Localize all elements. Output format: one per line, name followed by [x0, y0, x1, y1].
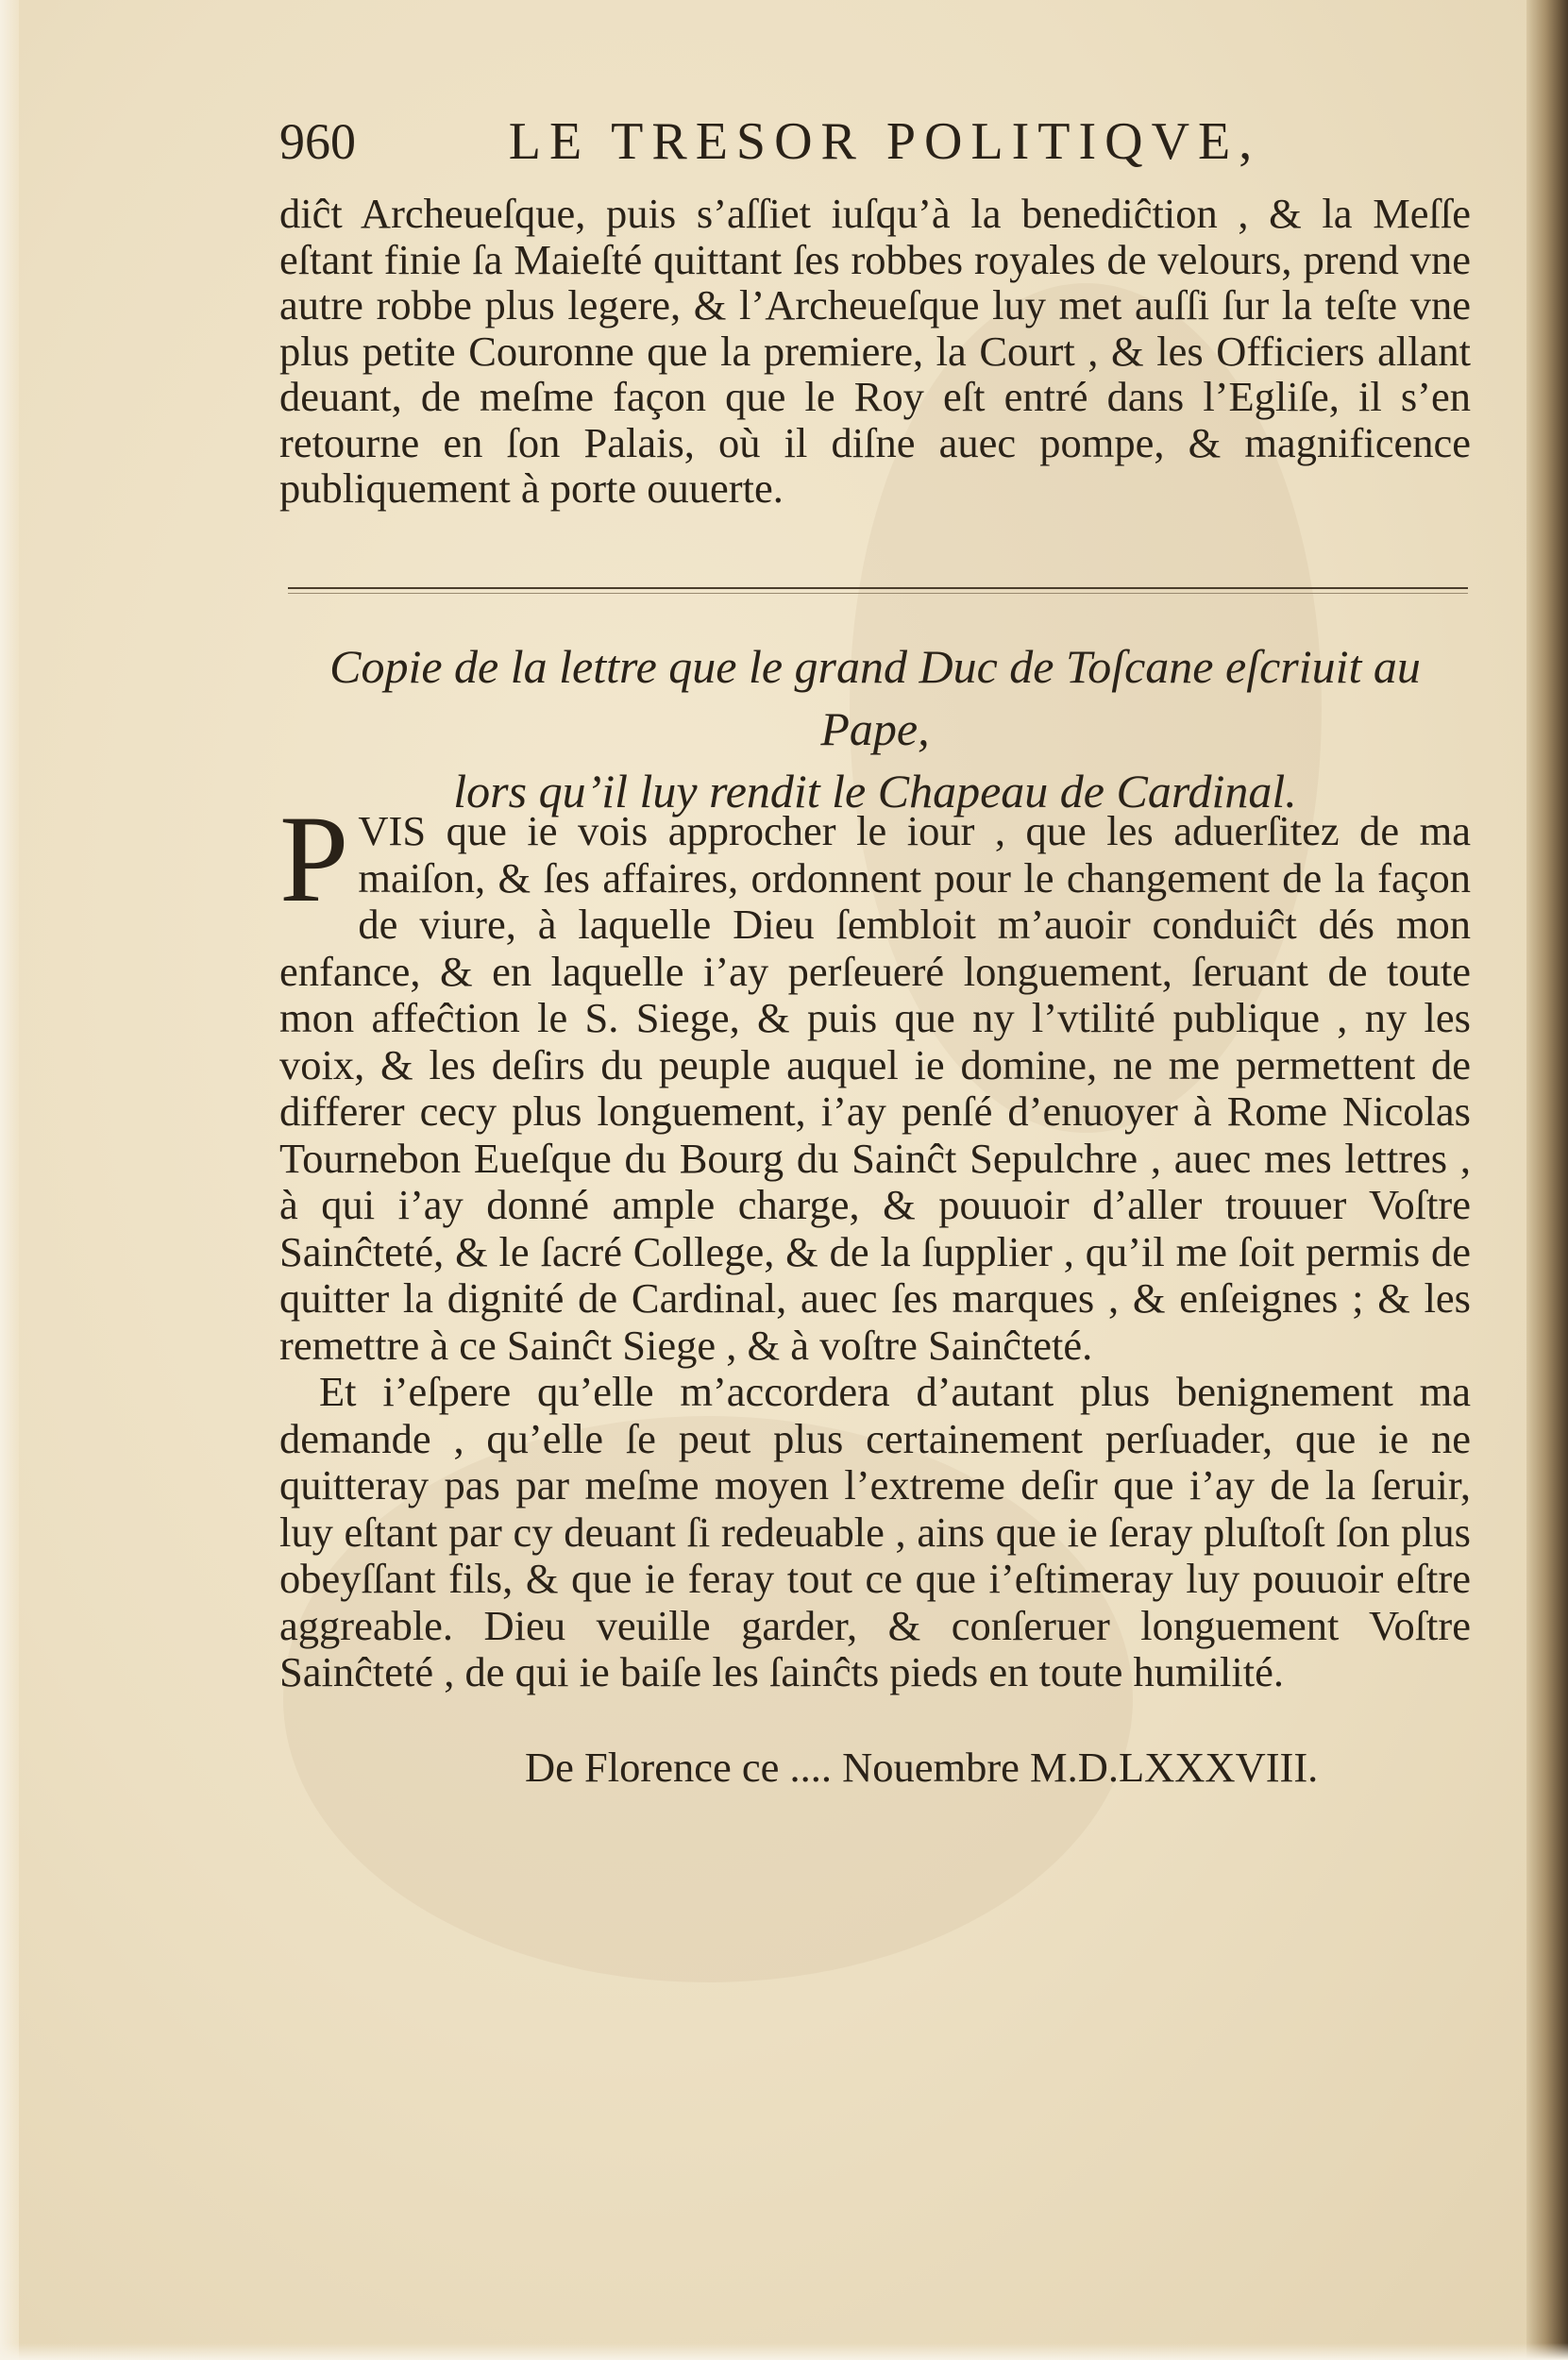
section-divider [288, 587, 1468, 589]
page-header [279, 111, 1471, 177]
continuation-paragraph: diĉt Archeueſque, puis s’aſſiet iuſqu’à la benediĉtion , & la Meſſe eſtant finie ſa Maieſté quittant ſes robbes royales de velours, prend vne autre robbe plus legere, & l’Archeueſque luy met auſſi ſur la teſte vne plus petite Couronne que la premiere, la Court , & les Officiers allant deuant, de meſme façon que le Roy eſt entré dans l’Egliſe, il s’en retourne en ſon Palais, où il diſne auec pompe, & magnificence publiquement à porte ouuerte. [279, 190, 1471, 512]
running-title: LE TRESOR POLITIQVE, [508, 112, 1261, 171]
section-title-line-2: lors qu’il luy rendit le Chapeau de Cardinal. [453, 765, 1297, 818]
page-bottom-edge [0, 2343, 1568, 2360]
drop-cap: P [279, 789, 349, 928]
book-spine-edge [1526, 0, 1568, 2360]
page-number: 960 [279, 113, 356, 170]
section-divider-thin [288, 593, 1468, 594]
letter-paragraph-2: Et i’eſpere qu’elle m’accordera d’autant plus benignement ma demande , qu’elle ſe peut plus certainement perſuader, que ie ne quitteray pas par meſme moyen l’extreme deſir que i’ay de la ſeruir, luy eſtant par cy deuant ſi redeuable , ains que ie ſeray pluſtoſt ſon plus obeyſſant fils, & que ie feray tout ce que i’eſtimeray luy pouuoir eſtre aggreable. Dieu veuille garder, & conſeruer longuement Voſtre Sainĉteté , de qui ie baiſe les ſainĉts pieds en toute humilité. [279, 1368, 1471, 1695]
page-left-margin [0, 0, 19, 2360]
continuation-paragraph-block [279, 191, 1471, 512]
letter-paragraph-1-text: VIS que ie vois approcher le iour , que les aduerſitez de ma maiſon, & ſes affaires, ordonnent pour le changement de la façon de viure, à laquelle Dieu ſembloit m’auoir conduiĉt dés mon enfance, & en laquelle i’ay perſeueré longuement, ſeruant de toute mon affeĉtion le S. Siege, & puis que ny l’vtilité publique , ny les voix, & les deſirs du peuple auquel ie domine, ne me permettent de differer cecy plus longuement, i’ay penſé d’enuoyer à Rome Nicolas Tournebon Eueſque du Bourg du Sainĉt Sepulchre , auec mes lettres , à qui i’ay donné ample charge, & pouuoir d’aller trouuer Voſtre Sainĉteté, & le ſacré College, & de la ſupplier , qu’il me ſoit permis de quitter la dignité de Cardinal, auec ſes marques , & enſeignes ; & les remettre à ce Sainĉt Siege , & à voſtre Sainĉteté. [279, 807, 1471, 1369]
section-title [279, 635, 1471, 822]
letter-closing: De Florence ce .... Nouembre M.D.LXXXVIII. [525, 1744, 1319, 1791]
section-title-line-1: Copie de la lettre que le grand Duc de Toſcane eſcriuit au Pape, [329, 640, 1421, 755]
